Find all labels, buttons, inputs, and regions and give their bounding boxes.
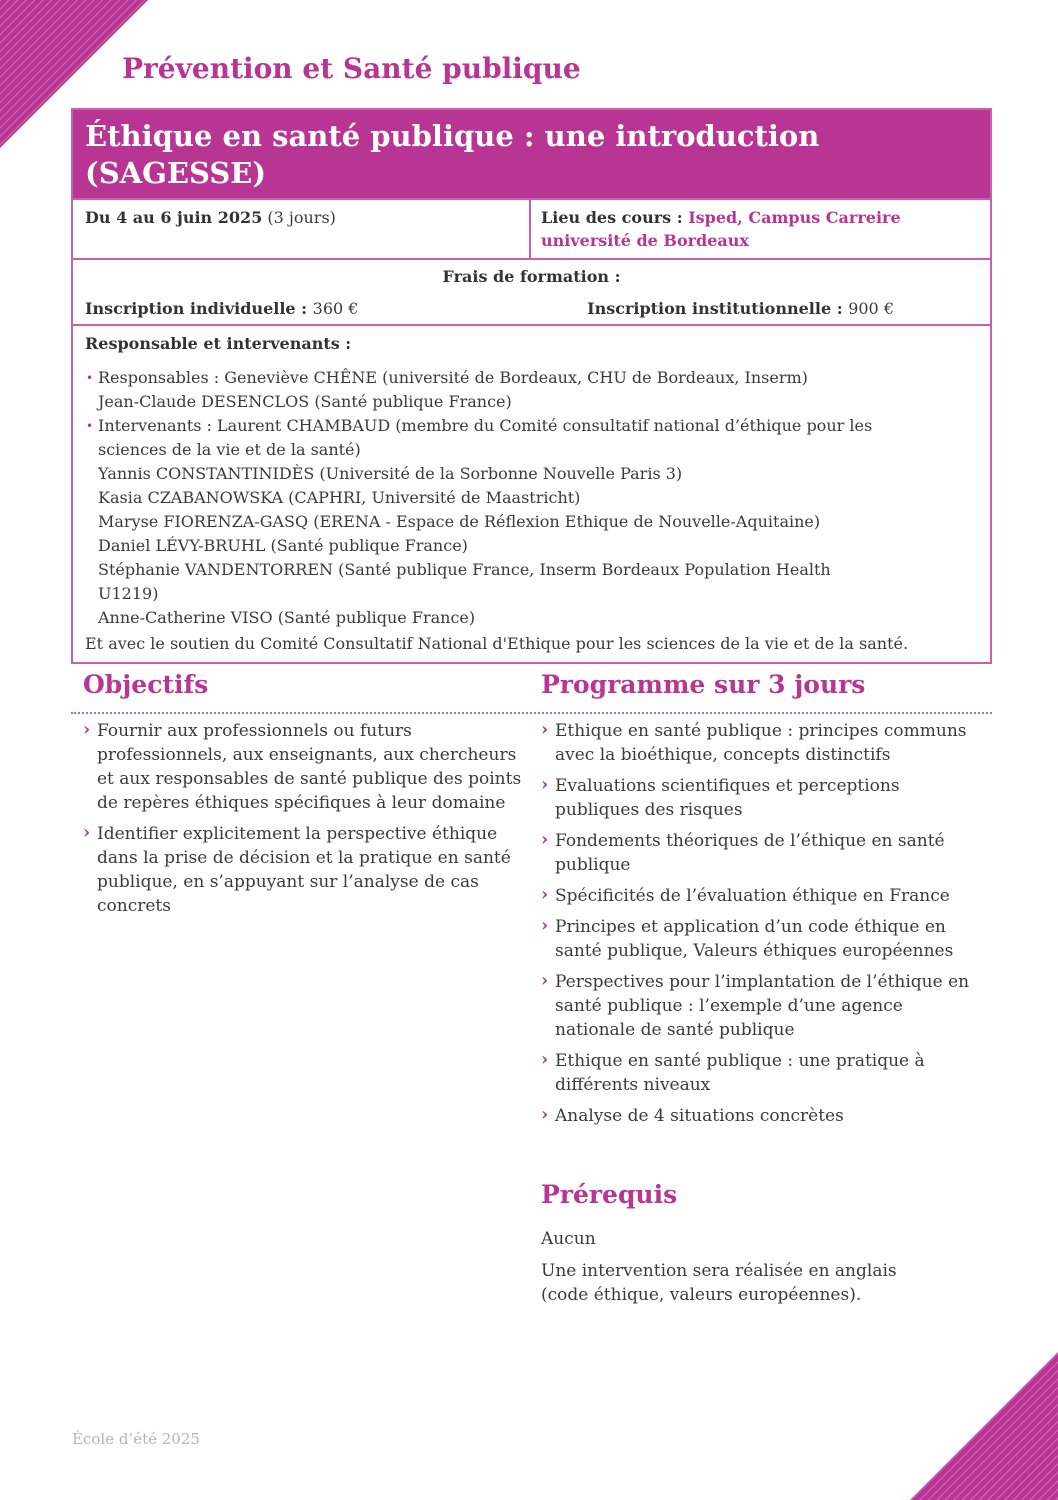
- corner-decoration-bottom-right: [908, 1350, 1058, 1500]
- footer-text: École d’été 2025: [72, 1430, 200, 1448]
- section-title: Prévention et Santé publique: [122, 52, 581, 85]
- team-row: [73, 324, 990, 662]
- list-item: › Evaluations scientifiques et perceptions publiques des risques: [541, 774, 981, 822]
- prerequisites-note-line2: (code éthique, valeurs européennes).: [541, 1285, 862, 1305]
- location-value-line1: Isped, Campus Carreire: [688, 208, 901, 227]
- prerequisites-note: [541, 1259, 897, 1307]
- team-list: [85, 366, 978, 630]
- course-title-line2: (SAGESSE): [85, 156, 267, 190]
- list-item: › Spécificités de l’évaluation éthique en France: [541, 884, 981, 908]
- programme-list: [541, 719, 981, 1135]
- list-item: Kasia CZABANOWSKA (CAPHRI, Université de Maastricht): [98, 488, 581, 507]
- section-divider: [71, 712, 992, 714]
- location-label: Lieu des cours :: [541, 208, 689, 227]
- fee-institutional-value: 900 €: [848, 299, 894, 318]
- prerequisites-title: Prérequis: [541, 1180, 678, 1209]
- fees-row: [73, 258, 990, 324]
- fee-individual-value: 360 €: [312, 299, 359, 318]
- list-item: Stéphanie VANDENTORREN (Santé publique France, Inserm Bordeaux Population Health: [98, 560, 831, 579]
- fee-individual: [85, 298, 358, 320]
- course-title: [73, 110, 990, 198]
- list-item: › Fondements théoriques de l’éthique en santé publique: [541, 829, 981, 877]
- list-item: Jean-Claude DESENCLOS (Santé publique France): [98, 392, 512, 411]
- course-title-line1: Éthique en santé publique : une introduction: [85, 119, 820, 153]
- dates-bold: Du 4 au 6 juin 2025: [85, 208, 263, 227]
- fee-institutional-label: Inscription institutionnelle :: [587, 299, 849, 318]
- course-location: [531, 200, 990, 258]
- list-item: › Identifier explicitement la perspective éthique dans la prise de décision et la pratique en santé publique, en s’appuyant sur l’analyse de cas concrets: [83, 822, 528, 918]
- fees-line: [85, 298, 978, 320]
- list-item: Anne-Catherine VISO (Santé publique France): [98, 608, 476, 627]
- dates-duration: (3 jours): [262, 208, 336, 227]
- list-item: › Fournir aux professionnels ou futurs professionnels, aux enseignants, aux chercheurs et aux responsables de santé publique des points de repères éthiques spécifiques à leur domaine: [83, 719, 528, 815]
- list-item: Yannis CONSTANTINIDÈS (Université de la Sorbonne Nouvelle Paris 3): [98, 464, 683, 483]
- support-note: Et avec le soutien du Comité Consultatif National d'Ethique pour les sciences de la vie et de la santé.: [85, 634, 909, 653]
- list-item: • Responsables : Geneviève CHÊNE (université de Bordeaux, CHU de Bordeaux, Inserm): [85, 366, 978, 390]
- prerequisites-none: Aucun: [541, 1229, 596, 1249]
- location-value-line2: université de Bordeaux: [541, 231, 749, 250]
- list-item: sciences de la vie et de la santé): [98, 440, 361, 459]
- programme-title: Programme sur 3 jours: [541, 670, 866, 699]
- list-item: › Perspectives pour l’implantation de l’éthique en santé publique : l’exemple d’une agence nationale de santé publique: [541, 970, 981, 1042]
- list-item: Maryse FIORENZA-GASQ (ERENA - Espace de Réflexion Ethique de Nouvelle-Aquitaine): [98, 512, 821, 531]
- fees-title: Frais de formation :: [442, 267, 621, 286]
- team-title: Responsable et intervenants :: [85, 334, 352, 353]
- list-item: › Ethique en santé publique : une pratique à différents niveaux: [541, 1049, 981, 1097]
- list-item: Daniel LÉVY-BRUHL (Santé publique France): [98, 536, 468, 555]
- fee-institutional: [587, 298, 894, 320]
- fee-individual-label: Inscription individuelle :: [85, 299, 313, 318]
- list-item: › Principes et application d’un code éthique en santé publique, Valeurs éthiques européennes: [541, 915, 981, 963]
- dates-location-row: [73, 198, 990, 258]
- list-item: › Ethique en santé publique : principes communs avec la bioéthique, concepts distinctifs: [541, 719, 981, 767]
- list-item: U1219): [98, 584, 159, 603]
- course-card: [71, 108, 992, 664]
- course-dates: [73, 200, 531, 258]
- prerequisites-note-line1: Une intervention sera réalisée en anglais: [541, 1261, 897, 1281]
- objectives-title: Objectifs: [83, 670, 209, 699]
- list-item: › Analyse de 4 situations concrètes: [541, 1104, 981, 1128]
- list-item: • Intervenants : Laurent CHAMBAUD (membre du Comité consultatif national d’éthique pour les: [85, 414, 978, 438]
- objectives-list: [83, 719, 528, 925]
